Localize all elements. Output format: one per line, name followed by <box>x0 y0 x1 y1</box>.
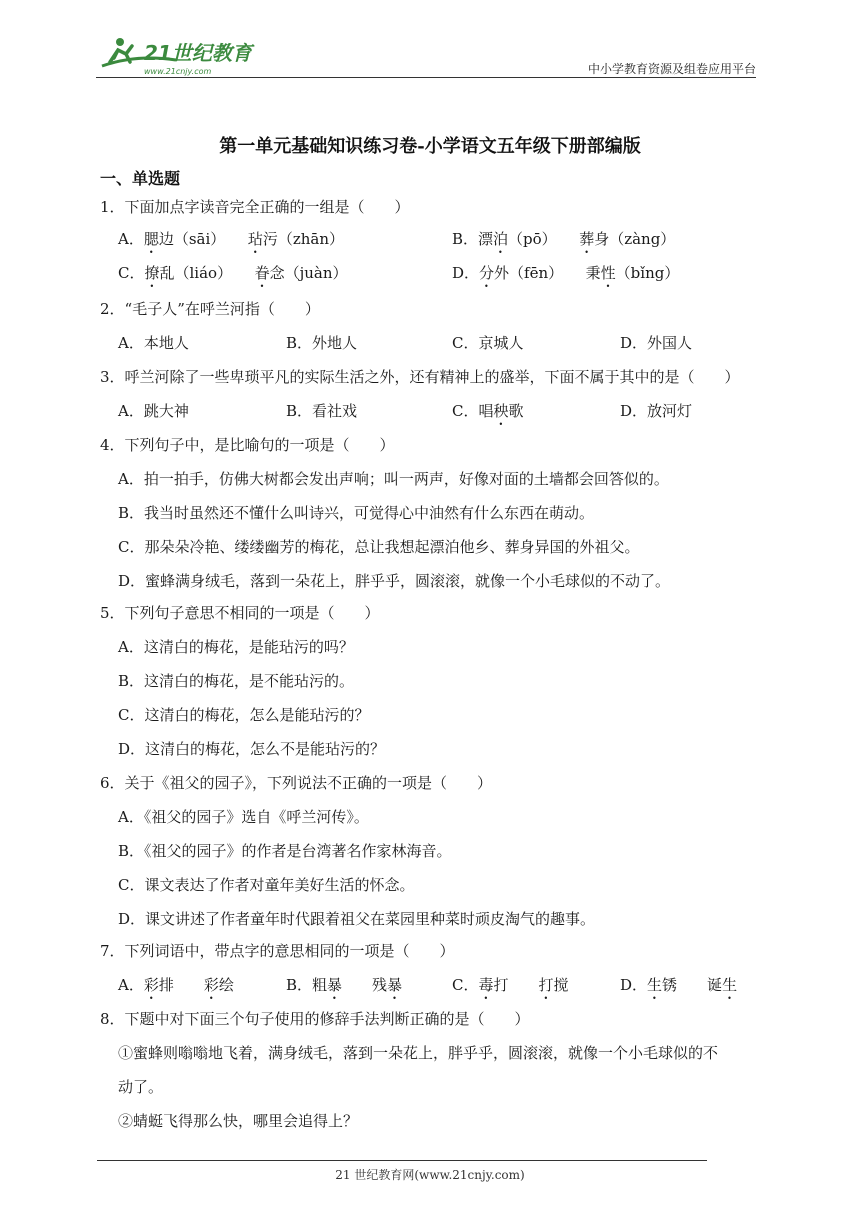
page-header <box>96 32 756 78</box>
question-4-option-c: C．那朵朵冷艳、缕缕幽芳的梅花，总让我想起漂泊他乡、葬身异国的外祖父。 <box>118 538 640 556</box>
question-4-option-b: B．我当时虽然还不懂什么叫诗兴，可觉得心中油然有什么东西在萌动。 <box>118 504 595 522</box>
question-7-option-c: C．毒打 打搅 <box>452 976 569 994</box>
question-5-option-b: B．这清白的梅花，是不能玷污的。 <box>118 672 355 690</box>
question-1-option-c: C．撩乱（liáo） 眷念（juàn） <box>118 264 348 282</box>
question-1-stem: 1．下面加点字读音完全正确的一组是（ ） <box>100 198 410 216</box>
question-6-option-d: D．课文讲述了作者童年时代跟着祖父在菜园里种菜时顽皮淘气的趣事。 <box>118 910 596 928</box>
question-3-stem: 3．呼兰河除了一些卑琐平凡的实际生活之外，还有精神上的盛举，下面不属于其中的是（ ） <box>100 368 740 386</box>
question-8-sentence-2: ②蜻蜓飞得那么快，哪里会追得上？ <box>118 1112 359 1130</box>
question-7-option-b: B．粗暴 残暴 <box>286 976 403 994</box>
header-divider <box>96 77 756 78</box>
question-5-option-d: D．这清白的梅花，怎么不是能玷污的？ <box>118 740 386 758</box>
question-3-option-a: A．跳大神 <box>118 402 189 420</box>
page-title: 第一单元基础知识练习卷-小学语文五年级下册部编版 <box>219 136 641 157</box>
question-6-stem: 6．关于《祖父的园子》，下列说法不正确的一项是（ ） <box>100 774 493 792</box>
site-logo <box>96 32 266 78</box>
question-4-option-d: D．蜜蜂满身绒毛，落到一朵花上，胖乎乎，圆滚滚，就像一个小毛球似的不动了。 <box>118 572 671 590</box>
question-1-option-b: B．漂泊（pō） 葬身（zàng） <box>452 230 676 248</box>
page-footer: 21 世纪教育网(www.21cnjy.com) <box>335 1168 525 1182</box>
footer-divider <box>97 1160 707 1161</box>
question-3-option-b: B．看社戏 <box>286 402 358 420</box>
question-6-option-c: C．课文表达了作者对童年美好生活的怀念。 <box>118 876 415 894</box>
question-2-option-b: B．外地人 <box>286 334 358 352</box>
question-8-stem: 8．下题中对下面三个句子使用的修辞手法判断正确的是（ ） <box>100 1010 530 1028</box>
question-5-option-a: A．这清白的梅花，是能玷污的吗？ <box>118 638 354 656</box>
question-8-sentence-1: ①蜜蜂则嗡嗡地飞着，满身绒毛，落到一朵花上，胖乎乎，圆滚滚，就像一个小毛球似的不 <box>118 1044 719 1062</box>
svg-text:www.21cnjy.com: www.21cnjy.com <box>144 67 212 76</box>
question-6-option-a: A．《祖父的园子》选自《呼兰河传》。 <box>118 808 369 826</box>
question-1-option-a: A．腮边（sāi） 玷污（zhān） <box>118 230 344 248</box>
header-tagline: 中小学教育资源及组卷应用平台 <box>587 62 756 76</box>
question-5-option-c: C．这清白的梅花，怎么是能玷污的？ <box>118 706 370 724</box>
question-7-option-a: A．彩排 彩绘 <box>118 976 234 994</box>
question-3-option-d: D．放河灯 <box>620 402 693 420</box>
question-2-option-c: C．京城人 <box>452 334 524 352</box>
section-heading: 一、单选题 <box>100 169 181 188</box>
question-2-option-a: A．本地人 <box>118 334 189 352</box>
question-2-stem: 2．“毛子人”在呼兰河指（ ） <box>100 300 320 318</box>
question-7-option-d: D．生锈 诞生 <box>620 976 738 994</box>
svg-text:21世纪教育: 21世纪教育 <box>144 41 252 65</box>
question-4-stem: 4．下列句子中，是比喻句的一项是（ ） <box>100 436 395 454</box>
question-7-stem: 7．下列词语中，带点字的意思相同的一项是（ ） <box>100 942 455 960</box>
question-4-option-a: A．拍一拍手，仿佛大树都会发出声响；叫一两声，好像对面的土墙都会回答似的。 <box>118 470 669 488</box>
question-5-stem: 5．下列句子意思不相同的一项是（ ） <box>100 604 380 622</box>
question-3-option-c: C．唱秧歌 <box>452 402 524 420</box>
question-6-option-b: B．《祖父的园子》的作者是台湾著名作家林海音。 <box>118 842 452 860</box>
question-1-option-d: D．分外（fēn） 秉性（bǐng） <box>452 264 680 282</box>
question-2-option-d: D．外国人 <box>620 334 693 352</box>
question-8-sentence-1-cont: 动了。 <box>118 1078 164 1096</box>
